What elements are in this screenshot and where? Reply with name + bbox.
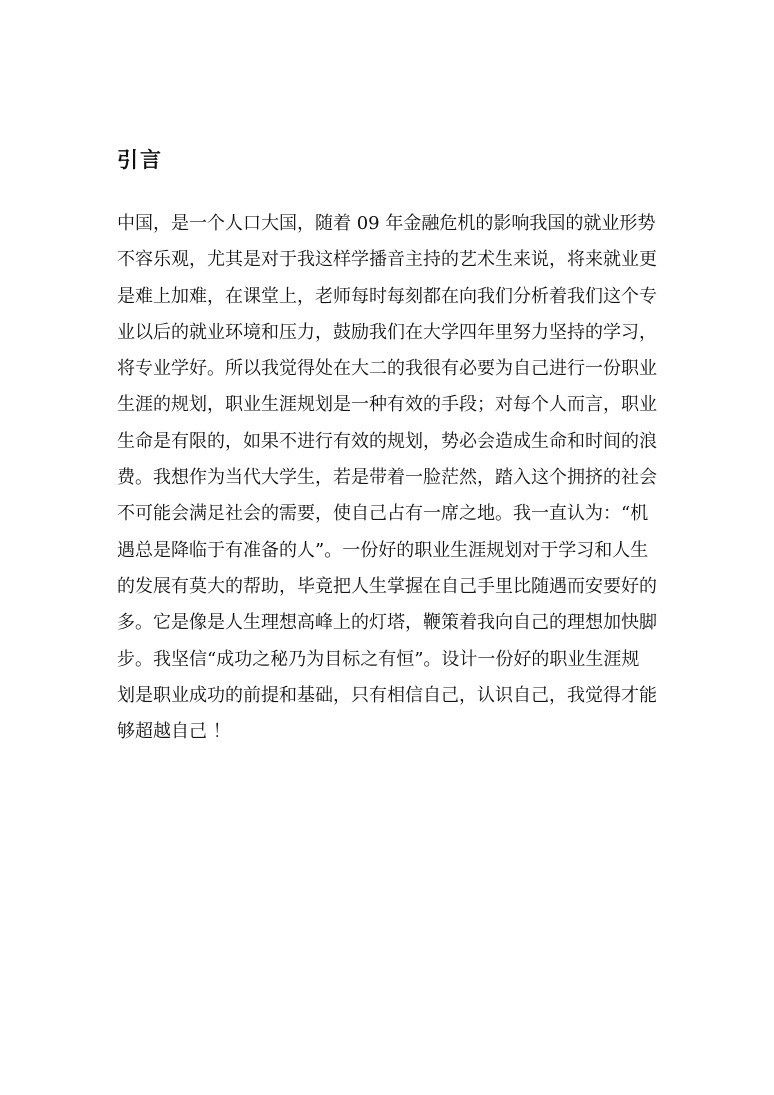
paragraph-line: 划是职业成功的前提和基础，只有相信自己，认识自己，我觉得才能: [117, 684, 657, 706]
section-heading: 引言: [117, 147, 163, 172]
paragraph-line: 业以后的就业环境和压力，鼓励我们在大学四年里努力坚持的学习，: [117, 321, 657, 343]
paragraph-line: 是难上加难，在课堂上，老师每时每刻都在向我们分析着我们这个专: [117, 285, 657, 307]
paragraph-line: 费。我想作为当代大学生，若是带着一脸茫然，踏入这个拥挤的社会: [117, 467, 657, 489]
paragraph-line: 将专业学好。所以我觉得处在大二的我很有必要为自己进行一份职业: [117, 358, 657, 380]
paragraph-line: 不容乐观，尤其是对于我这样学播音主持的艺术生来说，将来就业更: [117, 249, 657, 271]
paragraph-line: 多。它是像是人生理想高峰上的灯塔，鞭策着我向自己的理想加快脚: [117, 612, 657, 634]
paragraph-line: 的发展有莫大的帮助，毕竟把人生掌握在自己手里比随遇而安要好的: [117, 575, 657, 597]
paragraph-line: 生命是有限的，如果不进行有效的规划，势必会造成生命和时间的浪: [117, 430, 657, 452]
paragraph-line: 遇总是降临于有准备的人”。一份好的职业生涯规划对于学习和人生: [117, 539, 649, 561]
paragraph-line: 步。我坚信“成功之秘乃为目标之有恒”。设计一份好的职业生涯规: [117, 648, 640, 670]
paragraph-line: 不可能会满足社会的需要，使自己占有一席之地。我一直认为：“机: [117, 503, 649, 525]
paragraph-line: 生涯的规划，职业生涯规划是一种有效的手段；对每个人而言，职业: [117, 394, 657, 416]
paragraph: [117, 206, 672, 750]
paragraph-line: 够超越自己 ！: [117, 721, 231, 743]
paragraph-line: 中国，是一个人口大国，随着 09 年金融危机的影响我国的就业形势: [117, 213, 656, 234]
